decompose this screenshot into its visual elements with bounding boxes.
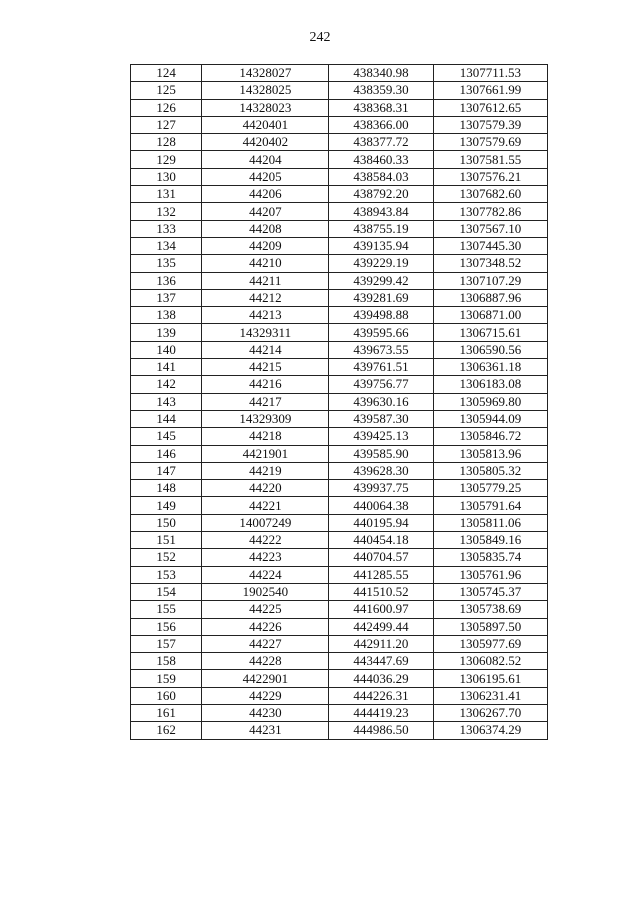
point-id-cell: 4420402 <box>202 134 329 151</box>
y-coordinate-cell: 1305846.72 <box>433 428 547 445</box>
point-number-cell: 148 <box>131 480 202 497</box>
point-id-cell: 44211 <box>202 272 329 289</box>
y-coordinate-cell: 1307711.53 <box>433 65 547 82</box>
x-coordinate-cell: 438460.33 <box>329 151 433 168</box>
table-row <box>131 497 548 514</box>
point-id-cell: 44208 <box>202 220 329 237</box>
table-row <box>131 583 548 600</box>
y-coordinate-cell: 1306361.18 <box>433 359 547 376</box>
y-coordinate-cell: 1306590.56 <box>433 341 547 358</box>
x-coordinate-cell: 440454.18 <box>329 532 433 549</box>
point-number-cell: 142 <box>131 376 202 393</box>
point-number-cell: 154 <box>131 583 202 600</box>
point-id-cell: 44220 <box>202 480 329 497</box>
y-coordinate-cell: 1305977.69 <box>433 635 547 652</box>
point-id-cell: 14328027 <box>202 65 329 82</box>
point-number-cell: 159 <box>131 670 202 687</box>
point-number-cell: 124 <box>131 65 202 82</box>
y-coordinate-cell: 1307782.86 <box>433 203 547 220</box>
x-coordinate-cell: 441285.55 <box>329 566 433 583</box>
x-coordinate-cell: 439425.13 <box>329 428 433 445</box>
point-id-cell: 44204 <box>202 151 329 168</box>
point-id-cell: 44215 <box>202 359 329 376</box>
table-row <box>131 116 548 133</box>
coordinates-table-body <box>131 65 548 740</box>
point-id-cell: 44221 <box>202 497 329 514</box>
x-coordinate-cell: 440064.38 <box>329 497 433 514</box>
y-coordinate-cell: 1306871.00 <box>433 307 547 324</box>
point-number-cell: 138 <box>131 307 202 324</box>
x-coordinate-cell: 439587.30 <box>329 410 433 427</box>
x-coordinate-cell: 443447.69 <box>329 653 433 670</box>
point-id-cell: 44231 <box>202 722 329 739</box>
point-number-cell: 157 <box>131 635 202 652</box>
table-row <box>131 532 548 549</box>
x-coordinate-cell: 438943.84 <box>329 203 433 220</box>
x-coordinate-cell: 439628.30 <box>329 462 433 479</box>
point-id-cell: 14329309 <box>202 410 329 427</box>
y-coordinate-cell: 1306267.70 <box>433 704 547 721</box>
table-row <box>131 220 548 237</box>
x-coordinate-cell: 439135.94 <box>329 237 433 254</box>
y-coordinate-cell: 1307581.55 <box>433 151 547 168</box>
x-coordinate-cell: 438368.31 <box>329 99 433 116</box>
table-row <box>131 514 548 531</box>
point-number-cell: 146 <box>131 445 202 462</box>
x-coordinate-cell: 444986.50 <box>329 722 433 739</box>
point-number-cell: 156 <box>131 618 202 635</box>
y-coordinate-cell: 1306887.96 <box>433 289 547 306</box>
table-row <box>131 324 548 341</box>
table-row <box>131 255 548 272</box>
point-id-cell: 14007249 <box>202 514 329 531</box>
table-row <box>131 566 548 583</box>
x-coordinate-cell: 438366.00 <box>329 116 433 133</box>
table-row <box>131 462 548 479</box>
x-coordinate-cell: 439630.16 <box>329 393 433 410</box>
table-row <box>131 151 548 168</box>
point-number-cell: 143 <box>131 393 202 410</box>
table-row <box>131 549 548 566</box>
point-number-cell: 149 <box>131 497 202 514</box>
table-row <box>131 341 548 358</box>
point-number-cell: 131 <box>131 186 202 203</box>
point-id-cell: 44222 <box>202 532 329 549</box>
x-coordinate-cell: 438584.03 <box>329 168 433 185</box>
y-coordinate-cell: 1306082.52 <box>433 653 547 670</box>
y-coordinate-cell: 1305745.37 <box>433 583 547 600</box>
y-coordinate-cell: 1305779.25 <box>433 480 547 497</box>
y-coordinate-cell: 1305835.74 <box>433 549 547 566</box>
point-number-cell: 152 <box>131 549 202 566</box>
point-number-cell: 153 <box>131 566 202 583</box>
y-coordinate-cell: 1307567.10 <box>433 220 547 237</box>
y-coordinate-cell: 1305813.96 <box>433 445 547 462</box>
x-coordinate-cell: 441510.52 <box>329 583 433 600</box>
y-coordinate-cell: 1306231.41 <box>433 687 547 704</box>
x-coordinate-cell: 439281.69 <box>329 289 433 306</box>
point-id-cell: 14328023 <box>202 99 329 116</box>
x-coordinate-cell: 438755.19 <box>329 220 433 237</box>
table-row <box>131 428 548 445</box>
point-number-cell: 130 <box>131 168 202 185</box>
point-id-cell: 4420401 <box>202 116 329 133</box>
x-coordinate-cell: 440195.94 <box>329 514 433 531</box>
point-number-cell: 161 <box>131 704 202 721</box>
point-id-cell: 44225 <box>202 601 329 618</box>
y-coordinate-cell: 1306195.61 <box>433 670 547 687</box>
point-number-cell: 145 <box>131 428 202 445</box>
point-id-cell: 44214 <box>202 341 329 358</box>
x-coordinate-cell: 438340.98 <box>329 65 433 82</box>
table-row <box>131 168 548 185</box>
y-coordinate-cell: 1306183.08 <box>433 376 547 393</box>
x-coordinate-cell: 439585.90 <box>329 445 433 462</box>
y-coordinate-cell: 1305897.50 <box>433 618 547 635</box>
point-id-cell: 44210 <box>202 255 329 272</box>
x-coordinate-cell: 442911.20 <box>329 635 433 652</box>
point-number-cell: 128 <box>131 134 202 151</box>
y-coordinate-cell: 1305969.80 <box>433 393 547 410</box>
x-coordinate-cell: 439229.19 <box>329 255 433 272</box>
x-coordinate-cell: 439299.42 <box>329 272 433 289</box>
point-number-cell: 147 <box>131 462 202 479</box>
x-coordinate-cell: 439937.75 <box>329 480 433 497</box>
point-number-cell: 137 <box>131 289 202 306</box>
y-coordinate-cell: 1307579.39 <box>433 116 547 133</box>
point-number-cell: 158 <box>131 653 202 670</box>
point-id-cell: 1902540 <box>202 583 329 600</box>
table-row <box>131 635 548 652</box>
point-number-cell: 141 <box>131 359 202 376</box>
x-coordinate-cell: 438792.20 <box>329 186 433 203</box>
point-number-cell: 144 <box>131 410 202 427</box>
point-number-cell: 129 <box>131 151 202 168</box>
y-coordinate-cell: 1307107.29 <box>433 272 547 289</box>
y-coordinate-cell: 1305849.16 <box>433 532 547 549</box>
y-coordinate-cell: 1306374.29 <box>433 722 547 739</box>
table-row <box>131 480 548 497</box>
table-row <box>131 704 548 721</box>
table-row <box>131 722 548 739</box>
table-row <box>131 186 548 203</box>
table-row <box>131 359 548 376</box>
point-id-cell: 44217 <box>202 393 329 410</box>
point-number-cell: 162 <box>131 722 202 739</box>
table-row <box>131 670 548 687</box>
point-id-cell: 44213 <box>202 307 329 324</box>
coordinates-table <box>130 64 548 740</box>
table-row <box>131 307 548 324</box>
y-coordinate-cell: 1307612.65 <box>433 99 547 116</box>
point-id-cell: 44206 <box>202 186 329 203</box>
point-id-cell: 44224 <box>202 566 329 583</box>
table-row <box>131 203 548 220</box>
y-coordinate-cell: 1305944.09 <box>433 410 547 427</box>
y-coordinate-cell: 1307445.30 <box>433 237 547 254</box>
point-id-cell: 14328025 <box>202 82 329 99</box>
table-row <box>131 653 548 670</box>
point-number-cell: 134 <box>131 237 202 254</box>
table-row <box>131 601 548 618</box>
point-id-cell: 44216 <box>202 376 329 393</box>
point-number-cell: 155 <box>131 601 202 618</box>
point-id-cell: 44229 <box>202 687 329 704</box>
point-id-cell: 4421901 <box>202 445 329 462</box>
table-row <box>131 237 548 254</box>
table-row <box>131 82 548 99</box>
point-number-cell: 125 <box>131 82 202 99</box>
x-coordinate-cell: 444226.31 <box>329 687 433 704</box>
y-coordinate-cell: 1307682.60 <box>433 186 547 203</box>
y-coordinate-cell: 1306715.61 <box>433 324 547 341</box>
point-id-cell: 44209 <box>202 237 329 254</box>
y-coordinate-cell: 1307661.99 <box>433 82 547 99</box>
point-id-cell: 44218 <box>202 428 329 445</box>
x-coordinate-cell: 438359.30 <box>329 82 433 99</box>
y-coordinate-cell: 1305791.64 <box>433 497 547 514</box>
point-number-cell: 150 <box>131 514 202 531</box>
y-coordinate-cell: 1305761.96 <box>433 566 547 583</box>
x-coordinate-cell: 444036.29 <box>329 670 433 687</box>
y-coordinate-cell: 1307576.21 <box>433 168 547 185</box>
table-row <box>131 272 548 289</box>
x-coordinate-cell: 439756.77 <box>329 376 433 393</box>
point-id-cell: 4422901 <box>202 670 329 687</box>
point-number-cell: 160 <box>131 687 202 704</box>
point-number-cell: 151 <box>131 532 202 549</box>
table-row <box>131 99 548 116</box>
y-coordinate-cell: 1305811.06 <box>433 514 547 531</box>
point-id-cell: 44205 <box>202 168 329 185</box>
point-number-cell: 135 <box>131 255 202 272</box>
page-number: 242 <box>309 30 331 45</box>
x-coordinate-cell: 439761.51 <box>329 359 433 376</box>
point-id-cell: 44230 <box>202 704 329 721</box>
x-coordinate-cell: 441600.97 <box>329 601 433 618</box>
point-id-cell: 14329311 <box>202 324 329 341</box>
point-number-cell: 140 <box>131 341 202 358</box>
point-number-cell: 133 <box>131 220 202 237</box>
table-row <box>131 445 548 462</box>
x-coordinate-cell: 439498.88 <box>329 307 433 324</box>
point-number-cell: 126 <box>131 99 202 116</box>
point-id-cell: 44223 <box>202 549 329 566</box>
y-coordinate-cell: 1305805.32 <box>433 462 547 479</box>
table-row <box>131 687 548 704</box>
point-id-cell: 44219 <box>202 462 329 479</box>
point-id-cell: 44228 <box>202 653 329 670</box>
table-row <box>131 289 548 306</box>
point-id-cell: 44227 <box>202 635 329 652</box>
point-id-cell: 44207 <box>202 203 329 220</box>
y-coordinate-cell: 1307348.52 <box>433 255 547 272</box>
y-coordinate-cell: 1305738.69 <box>433 601 547 618</box>
point-number-cell: 139 <box>131 324 202 341</box>
table-row <box>131 376 548 393</box>
table-row <box>131 65 548 82</box>
point-number-cell: 127 <box>131 116 202 133</box>
point-number-cell: 136 <box>131 272 202 289</box>
x-coordinate-cell: 440704.57 <box>329 549 433 566</box>
point-id-cell: 44212 <box>202 289 329 306</box>
x-coordinate-cell: 444419.23 <box>329 704 433 721</box>
x-coordinate-cell: 439673.55 <box>329 341 433 358</box>
point-number-cell: 132 <box>131 203 202 220</box>
y-coordinate-cell: 1307579.69 <box>433 134 547 151</box>
x-coordinate-cell: 442499.44 <box>329 618 433 635</box>
point-id-cell: 44226 <box>202 618 329 635</box>
x-coordinate-cell: 438377.72 <box>329 134 433 151</box>
table-row <box>131 618 548 635</box>
table-row <box>131 134 548 151</box>
table-row <box>131 410 548 427</box>
x-coordinate-cell: 439595.66 <box>329 324 433 341</box>
table-row <box>131 393 548 410</box>
